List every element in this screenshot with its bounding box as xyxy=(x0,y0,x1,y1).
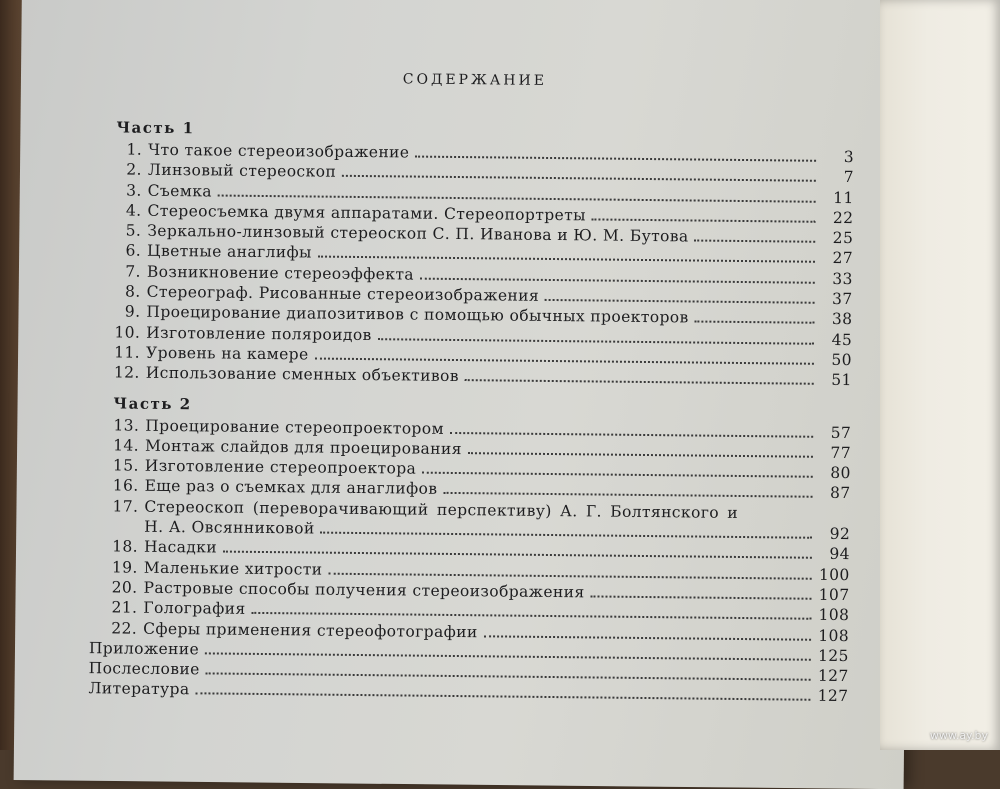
toc-entry-page: 80 xyxy=(819,464,851,482)
toc-entry-label: Монтаж слайдов для проецирования xyxy=(145,437,462,458)
dot-leader xyxy=(218,184,816,202)
toc-title: СОДЕРЖАНИЕ xyxy=(75,68,855,92)
toc-entry-label: Н. А. Овсянниковой xyxy=(144,518,315,538)
toc-entry-label: Возникновение стереоэффекта xyxy=(147,263,414,284)
dot-leader xyxy=(415,146,816,162)
dot-leader xyxy=(328,562,811,579)
toc-entry-label: Зеркально-линзовый стереоскоп С. П. Иванова и Ю. М. Бутова xyxy=(147,222,689,246)
toc-entry-page: 11 xyxy=(822,188,854,206)
dot-leader xyxy=(205,642,811,660)
toc-entry-number: 22. xyxy=(69,619,143,638)
toc-entry-page: 50 xyxy=(820,351,852,369)
toc-entry-number: 14. xyxy=(71,436,145,455)
toc-entry-number: 1. xyxy=(74,140,148,159)
dot-leader xyxy=(465,369,814,385)
toc-entry-page: 127 xyxy=(817,667,849,685)
toc-entry-page: 38 xyxy=(820,310,852,328)
toc-entry-label: Цветные анаглифы xyxy=(147,242,312,262)
dot-leader xyxy=(195,683,810,701)
toc-entry-number: 11. xyxy=(72,343,146,362)
appendix-list xyxy=(68,639,849,708)
toc-entry-label: Маленькие хитрости xyxy=(144,558,323,578)
toc-entry-page: 107 xyxy=(817,586,849,604)
dot-leader xyxy=(206,663,811,681)
dot-leader xyxy=(450,422,813,438)
toc-entry-label: Проецирование стереопроектором xyxy=(145,416,444,437)
toc-entry-page: 7 xyxy=(822,168,854,186)
toc-entry-label: Использование сменных объективов xyxy=(146,364,459,385)
toc-entry-number: 4. xyxy=(73,201,147,220)
toc-entry-number: 9. xyxy=(72,302,146,321)
toc-entry-label: Насадки xyxy=(144,538,217,557)
toc-entry-page: 87 xyxy=(818,484,850,502)
toc-entry-label: Сферы применения стереофотографии xyxy=(143,619,478,641)
toc-entry-page: 100 xyxy=(818,565,850,583)
toc-entry-page: 77 xyxy=(819,444,851,462)
toc-entry-page: 25 xyxy=(821,229,853,247)
toc-entry-page: 3 xyxy=(822,148,854,166)
table-of-contents xyxy=(68,68,855,708)
toc-entry-label: Стереосъемка двумя аппаратами. Стереопортреты xyxy=(147,202,586,225)
facing-page xyxy=(880,0,1000,750)
dot-leader xyxy=(342,165,816,182)
dot-leader xyxy=(695,311,815,324)
toc-entry-label: Стереограф. Рисованные стереоизображения xyxy=(147,283,540,305)
toc-entry-page: 108 xyxy=(817,626,849,644)
toc-entry-number: 5. xyxy=(73,221,147,240)
toc-entry-label: Литература xyxy=(74,679,189,698)
toc-entry-label: Растровые способы получения стереоизображения xyxy=(143,579,584,602)
part-1-heading: Часть 1 xyxy=(116,118,854,146)
toc-entry-number: 15. xyxy=(71,456,145,475)
toc-entry-number: 12. xyxy=(72,363,146,382)
dot-leader xyxy=(318,246,815,263)
toc-entry-page: 45 xyxy=(820,330,852,348)
toc-entry-label: Линзовый стереоскоп xyxy=(148,161,336,181)
toc-entry-label: Послесловие xyxy=(75,659,200,678)
toc-entry-number: 13. xyxy=(71,416,145,435)
dot-leader xyxy=(420,267,815,283)
dot-leader xyxy=(468,442,813,458)
part-2-list xyxy=(71,416,852,505)
part-1-list xyxy=(72,140,855,392)
dot-leader xyxy=(321,522,813,539)
toc-entry-label: Стереоскоп (переворачивающий перспективу) А. Г. Болтянского и xyxy=(144,498,738,522)
toc-entry-page: 57 xyxy=(819,423,851,441)
toc-entry-number: 10. xyxy=(72,323,146,342)
dot-leader xyxy=(443,482,812,498)
toc-entry-label: Изготовление стереопроектора xyxy=(145,457,417,478)
toc-entry-label: Еще раз о съемках для анаглифов xyxy=(145,477,438,498)
dot-leader xyxy=(591,585,812,599)
toc-entry-number: 19. xyxy=(70,558,144,577)
toc-entry-number: 21. xyxy=(69,598,143,617)
dot-leader xyxy=(422,462,813,478)
toc-entry-page: 37 xyxy=(821,290,853,308)
toc-entry-label: Уровень на камере xyxy=(146,344,309,364)
toc-entry-page: 94 xyxy=(818,545,850,563)
dot-leader xyxy=(484,625,812,640)
toc-entry-label: Голография xyxy=(143,599,245,618)
toc-entry-page: 108 xyxy=(817,606,849,624)
toc-entry-label: Изготовление поляроидов xyxy=(146,323,372,343)
toc-entry-label: Съемка xyxy=(148,181,212,200)
part-2-list-continued xyxy=(69,537,850,647)
toc-entry-page: 125 xyxy=(817,647,849,665)
watermark: www.ay.by xyxy=(930,729,988,742)
toc-entry-number: 8. xyxy=(73,282,147,301)
toc-entry-number: 20. xyxy=(69,578,143,597)
toc-entry-number: 7. xyxy=(73,262,147,281)
toc-entry-page: 51 xyxy=(820,371,852,389)
toc-entry-page: 92 xyxy=(818,525,850,543)
dot-leader xyxy=(252,602,812,620)
toc-entry-number: 16. xyxy=(71,476,145,495)
dot-leader xyxy=(695,230,816,243)
dot-leader xyxy=(378,328,815,345)
toc-entry-page: 33 xyxy=(821,270,853,288)
toc-entry-number: 3. xyxy=(74,181,148,200)
toc-entry-page: 27 xyxy=(821,249,853,267)
toc-entry-page: 127 xyxy=(816,687,848,705)
toc-entry-number: 2. xyxy=(74,160,148,179)
toc-entry-number: 17. xyxy=(70,497,144,516)
toc-entry-page: 22 xyxy=(821,209,853,227)
toc-entry-label: Что такое стереоизображение xyxy=(148,141,409,162)
dot-leader xyxy=(592,208,816,222)
toc-entry-label: Проецирование диапозитивов с помощью обычных проекторов xyxy=(146,303,688,327)
dot-leader xyxy=(545,289,815,304)
dot-leader xyxy=(315,347,814,364)
part-2-heading: Часть 2 xyxy=(113,394,851,422)
toc-entry-label: Приложение xyxy=(75,639,199,658)
dot-leader xyxy=(223,541,812,559)
toc-entry-number: 18. xyxy=(70,537,144,556)
toc-entry-number: 6. xyxy=(73,241,147,260)
